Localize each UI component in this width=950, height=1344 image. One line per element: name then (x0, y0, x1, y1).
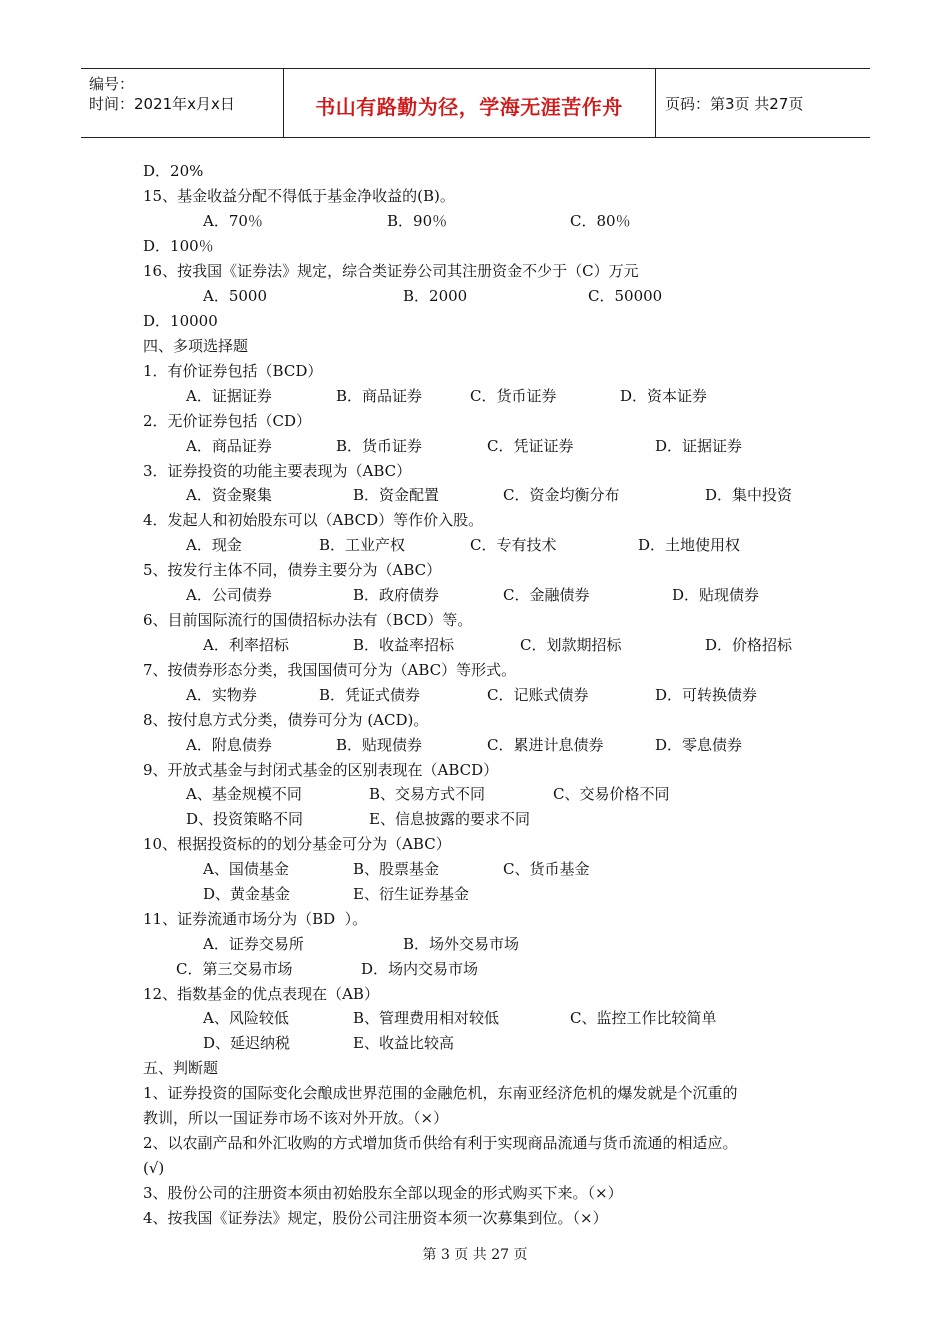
page-header (81, 68, 870, 138)
text-line: 1、证券投资的国际变化会酿成世界范围的金融危机，东南亚经济危机的爆发就是个沉重的 (143, 1084, 738, 1102)
text-line: E、收益比较高 (353, 1034, 454, 1052)
text-line: D、投资策略不同 (186, 810, 304, 828)
text-line: B．商品证券 (336, 387, 423, 405)
text-line: C．划款期招标 (520, 636, 622, 654)
text-line: D．土地使用权 (638, 536, 741, 554)
text-line: D．价格招标 (705, 636, 793, 654)
text-line: 11、证券流通市场分为（BD ）。 (143, 910, 368, 928)
text-line: B、股票基金 (353, 860, 440, 878)
header-motto: 书山有路勤为径，学海无涯苦作舟 (315, 95, 623, 119)
text-line: A．70％ (203, 212, 263, 230)
text-line: 教训，所以一国证券市场不该对外开放。（×） (143, 1109, 449, 1127)
text-line: A．实物券 (186, 686, 257, 704)
text-line: A．公司债券 (186, 586, 272, 604)
text-line: B、交易方式不同 (369, 785, 486, 803)
text-line: A、风险较低 (203, 1009, 289, 1027)
text-line: A、国债基金 (203, 860, 289, 878)
text-line: 4．发起人和初始股东可以（ABCD）等作价入股。 (143, 511, 484, 529)
text-line: B．政府债券 (353, 586, 440, 604)
text-line: D．20% (143, 162, 204, 180)
text-line: A．附息债券 (186, 736, 272, 754)
text-line: 2．无价证券包括（CD） (143, 412, 312, 430)
text-line: B．工业产权 (319, 536, 406, 554)
text-line: E、衍生证券基金 (353, 885, 469, 903)
text-line: 10、根据投资标的的划分基金可分为（ABC） (143, 835, 451, 853)
header-page-info: 页码：第3页 共27页 (665, 95, 804, 113)
text-line: B．90％ (387, 212, 448, 230)
text-line: 7、按债券形态分类，我国国债可分为（ABC）等形式。 (143, 661, 517, 679)
text-line: D．集中投资 (705, 486, 793, 504)
text-line: 15、基金收益分配不得低于基金净收益的(B)。 (143, 187, 455, 205)
text-line: D．100％ (143, 237, 214, 255)
text-line: B．凭证式债券 (319, 686, 421, 704)
text-line: D．资本证券 (620, 387, 708, 405)
text-line: A．利率招标 (203, 636, 289, 654)
text-line: C．金融债券 (503, 586, 590, 604)
text-line: 16、按我国《证券法》规定，综合类证券公司其注册资金不少于（C）万元 (143, 262, 639, 280)
text-line: C．凭证证券 (487, 437, 574, 455)
text-line: 2、以农副产品和外汇收购的方式增加货币供给有利于实现商品流通与货币流通的相适应。 (143, 1134, 738, 1152)
text-line: A．资金聚集 (186, 486, 272, 504)
text-line: D．可转换债券 (655, 686, 758, 704)
text-line: C、监控工作比较简单 (570, 1009, 717, 1027)
text-line: 3、股份公司的注册资本须由初始股东全部以现金的形式购买下来。（×） (143, 1184, 623, 1202)
text-line: A．5000 (203, 287, 268, 305)
text-line: C．记账式债券 (487, 686, 589, 704)
text-line: 6、目前国际流行的国债招标办法有（BCD）等。 (143, 611, 473, 629)
text-line: 1．有价证券包括（BCD） (143, 362, 323, 380)
text-line: B．场外交易市场 (403, 935, 520, 953)
header-motto-cell (283, 69, 656, 137)
text-line: A．证据证券 (186, 387, 272, 405)
text-line: B．收益率招标 (353, 636, 455, 654)
text-line: A．现金 (186, 536, 242, 554)
text-line: B．2000 (403, 287, 468, 305)
text-line: D．10000 (143, 312, 218, 330)
document-number-label: 编号： (89, 75, 135, 93)
text-line: A、基金规模不同 (186, 785, 302, 803)
text-line: B．贴现债券 (336, 736, 423, 754)
text-line: A．证券交易所 (203, 935, 304, 953)
document-date-label: 时间：2021年x月x日 (89, 95, 235, 113)
text-line: B．资金配置 (353, 486, 440, 504)
text-line: 3．证券投资的功能主要表现为（ABC） (143, 462, 412, 480)
text-line: C．50000 (588, 287, 663, 305)
text-line: (√) (143, 1159, 165, 1177)
text-line: D、黄金基金 (203, 885, 291, 903)
text-line: C、货币基金 (503, 860, 590, 878)
text-line: C、交易价格不同 (553, 785, 670, 803)
text-line: D．证据证券 (655, 437, 743, 455)
text-line: 四、多项选择题 (143, 337, 249, 355)
text-line: C．货币证券 (470, 387, 557, 405)
text-line: D．贴现债券 (672, 586, 760, 604)
text-line: C．第三交易市场 (176, 960, 293, 978)
text-line: 5、按发行主体不同，债券主要分为（ABC） (143, 561, 442, 579)
text-line: E、信息披露的要求不同 (369, 810, 530, 828)
text-line: C．专有技术 (470, 536, 557, 554)
text-line: C．80％ (570, 212, 631, 230)
text-line: 五、判断题 (143, 1059, 219, 1077)
text-line: C．累进计息债券 (487, 736, 604, 754)
text-line: 12、指数基金的优点表现在（AB） (143, 985, 379, 1003)
text-line: C．资金均衡分布 (503, 486, 620, 504)
page-footer: 第 3 页 共 27 页 (422, 1247, 528, 1263)
header-meta-cell (81, 69, 284, 137)
text-line: D．场内交易市场 (361, 960, 479, 978)
text-line: D、延迟纳税 (203, 1034, 291, 1052)
text-line: A．商品证券 (186, 437, 272, 455)
text-line: 8、按付息方式分类，债券可分为 (ACD)。 (143, 711, 429, 729)
header-page-cell (655, 69, 870, 137)
text-line: 4、按我国《证券法》规定，股份公司注册资本须一次募集到位。（×） (143, 1209, 608, 1227)
text-line: D．零息债券 (655, 736, 743, 754)
text-line: B．货币证券 (336, 437, 423, 455)
text-line: B、管理费用相对较低 (353, 1009, 500, 1027)
text-line: 9、开放式基金与封闭式基金的区别表现在（ABCD） (143, 761, 499, 779)
